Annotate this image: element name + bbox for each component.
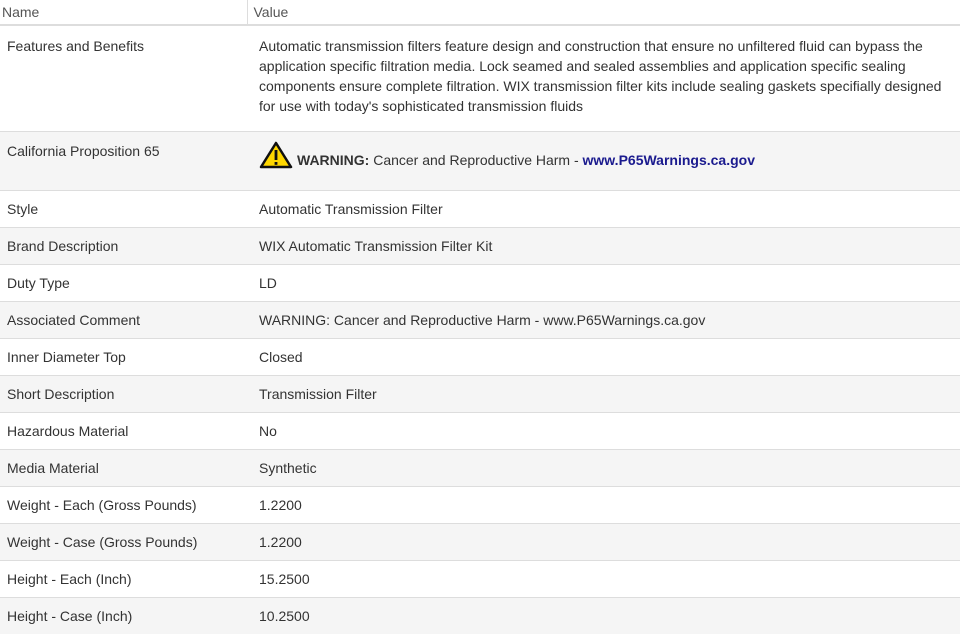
p65-warnings-link[interactable]: www.P65Warnings.ca.gov: [583, 152, 755, 168]
table-row: [0, 598, 960, 634]
table-row: [0, 450, 960, 487]
table-row: [0, 191, 960, 228]
table-row: [0, 302, 960, 339]
row-value: Transmission Filter: [247, 376, 960, 413]
table-row: [0, 487, 960, 524]
row-name: Short Description: [0, 376, 247, 413]
table-header-row: [0, 0, 960, 25]
row-value: 10.2500: [247, 598, 960, 634]
column-header-name[interactable]: Name: [0, 0, 247, 25]
table-row: [0, 524, 960, 561]
row-value: WARNING: Cancer and Reproductive Harm - www.P65Warnings.ca.gov: [247, 302, 960, 339]
table-row: [0, 339, 960, 376]
table-row: [0, 413, 960, 450]
row-name: Height - Case (Inch): [0, 598, 247, 634]
row-name: Weight - Each (Gross Pounds): [0, 487, 247, 524]
row-name: Hazardous Material: [0, 413, 247, 450]
table-row: [0, 376, 960, 413]
warning-triangle-icon: [259, 141, 293, 174]
row-name: Associated Comment: [0, 302, 247, 339]
row-name: Style: [0, 191, 247, 228]
table-row: [0, 132, 960, 191]
table-row: [0, 561, 960, 598]
row-name: Duty Type: [0, 265, 247, 302]
warning-text: Cancer and Reproductive Harm -: [369, 152, 582, 168]
row-value: LD: [247, 265, 960, 302]
row-name: Media Material: [0, 450, 247, 487]
column-header-value[interactable]: Value: [247, 0, 960, 25]
table-row: [0, 228, 960, 265]
row-name: Inner Diameter Top: [0, 339, 247, 376]
row-name: Brand Description: [0, 228, 247, 265]
row-value: Closed: [247, 339, 960, 376]
row-name: Height - Each (Inch): [0, 561, 247, 598]
row-value: No: [247, 413, 960, 450]
row-value: [247, 132, 960, 191]
row-value: 1.2200: [247, 487, 960, 524]
table-row: [0, 265, 960, 302]
row-value: 15.2500: [247, 561, 960, 598]
row-value: Synthetic: [247, 450, 960, 487]
row-name: California Proposition 65: [0, 132, 247, 191]
row-value: Automatic transmission filters feature design and construction that ensure no unfiltered fluid can bypass the application specific filtration media. Lock seamed and sealed assemblies and application specific sealing components ensure complete filtration. WIX transmission filter kits include sealing gaskets specifially designed for use with today's sophisticated transmission fluids: [247, 25, 960, 132]
row-name: Features and Benefits: [0, 25, 247, 132]
row-name: Weight - Case (Gross Pounds): [0, 524, 247, 561]
row-value: Automatic Transmission Filter: [247, 191, 960, 228]
table-row: [0, 25, 960, 132]
row-value: WIX Automatic Transmission Filter Kit: [247, 228, 960, 265]
row-value: 1.2200: [247, 524, 960, 561]
warning-label: WARNING:: [297, 152, 369, 168]
